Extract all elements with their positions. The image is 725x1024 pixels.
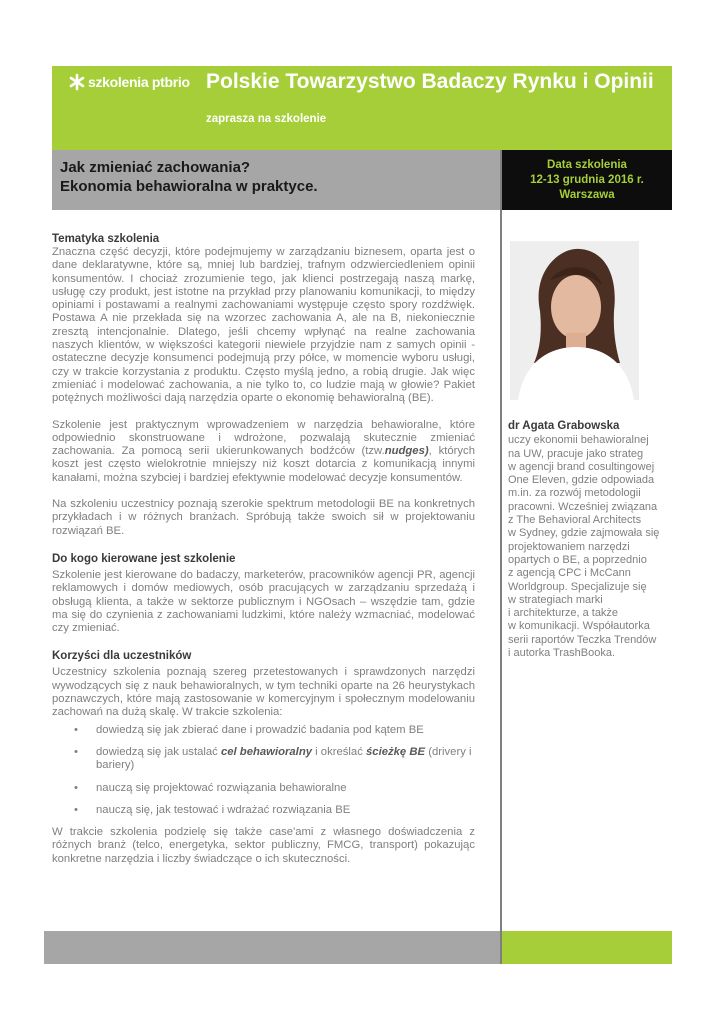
asterisk-logo-icon: [68, 73, 86, 91]
tematyka-paragraph-3: Na szkoleniu uczestnicy poznają szerokie spektrum metodologii BE na konkretnych przykładach i w różnych branżach. Spróbują także swoich sił w projektowaniu rozwiązań BE.: [52, 498, 475, 537]
footer-green-bar: [502, 931, 672, 964]
bio-line: uczy ekonomii behawioralnej: [508, 434, 649, 447]
bio-line: One Eleven, gdzie odpowiada: [508, 474, 655, 487]
trainer-bio: [508, 420, 673, 660]
bio-line: i architekturze, a także: [508, 607, 619, 620]
bio-line: m.in. za rozwój metodologii: [508, 487, 641, 500]
bio-line: serii raportów Teczka Trendów: [508, 633, 657, 646]
date-label: Data szkolenia: [547, 159, 627, 171]
bio-line: na UW, pracuje jako strateg: [508, 447, 644, 460]
date-box: [502, 150, 672, 210]
list-item: • dowiedzą się jak zbierać dane i prowadzić badania pod kątem BE: [74, 723, 424, 736]
kierowane-paragraph: Szkolenie jest kierowane do badaczy, marketerów, pracowników agencji PR, agencji reklamowych i domów mediowych, osób pracujących w zarządzaniu sprzedażą i obsługą klienta, a także w sektorze publicznym i NGOsach – wszędzie tam, gdzie ma się do czynienia z zachowaniami ludzkimi, które należy wzmacniać, modelować czy zmieniać.: [52, 568, 475, 635]
nudges-term: nudges): [384, 445, 429, 458]
footer-grey-bar: [44, 931, 500, 964]
bullet-icon: •: [74, 803, 78, 816]
bio-line: z The Behavioral Architects: [508, 514, 642, 527]
main-content: [52, 232, 475, 866]
list-item: • nauczą się projektować rozwiązania behawioralne: [74, 781, 347, 794]
date-value: 12-13 grudnia 2016 r.: [530, 174, 644, 186]
bio-line: z agencją CPC i McCann: [508, 567, 631, 580]
tematyka-paragraph-2: Szkolenie jest praktycznym wprowadzeniem w narzędzia behawioralne, które odpowiednio skonstruowane i wdrożone, pozwalają skutecznie zmieniać zachowania. Za pomocą serii ukierunkowanych bodźców (tzw.nudges), których koszt jest często wielokrotnie mniejszy niż koszt dotarcia z komunikacją innymi kanałami, można szybciej i bardziej efektywnie modelować decyzje konsumentów.: [52, 418, 475, 484]
section-heading-kierowane: Do kogo kierowane jest szkolenie: [52, 552, 236, 565]
course-title-line1: Jak zmieniać zachowania?: [60, 159, 251, 176]
benefits-list: [52, 724, 475, 817]
korzysci-paragraph-2: W trakcie szkolenia podzielę się także case'ami z własnego doświadczenia z różnych branż (telco, energetyka, sektor publiczny, FMCG, transport) pokazując konkretne narzędzia i liczby świadczące o ich skuteczności.: [52, 826, 475, 865]
course-title-line2: Ekonomia behawioralna w praktyce.: [60, 178, 318, 195]
bio-line: w strategiach marki: [508, 593, 603, 606]
invitation-subtitle: zaprasza na szkolenie: [206, 113, 327, 125]
section-heading-korzysci: Korzyści dla uczestników: [52, 650, 192, 663]
tematyka-paragraph-1: Znaczna część decyzji, które podejmujemy w zarządzaniu biznesem, oparta jest o dane deklaratywne, które są, mniej lub bardziej, trafnym odzwierciedleniem opinii konsumentów. I chociaż zrozumienie tego, jak klienci postrzegają naszą markę, usługę czy produkt, jest istotne na przykład przy planowaniu komunikacji, to między opiniami i postawami a realnymi zachowaniami występuje często spory rozdźwięk. Postawa A nie przekłada się na wzorzec zachowania A, ale na B, niekoniecznie zresztą intencjonalnie. Dlatego, jeśli chcemy wpłynąć na realne zachowania naszych klientów, w większości kategorii niewiele przyjdzie nam z samych opinii - ostateczne decyzje konsumenci podejmują przy półce, w momencie wyboru usługi, czy w trakcie korzystania z produktu. Często myślą jedno, a robią drugie. Jak więc zmieniać i modelować zachowania, a nie tylko to, co ludzie mają w głowie? Pakiet potężnych możliwości dają narzędzia oparte o ekonomię behawioralną (BE).: [52, 246, 475, 405]
logo-text: szkolenia ptbrio: [88, 74, 190, 90]
bullet-icon: •: [74, 781, 78, 794]
bio-line: projektowaniem narzędzi: [508, 540, 630, 553]
bullet-icon: •: [74, 723, 78, 736]
date-city: Warszawa: [559, 189, 615, 201]
bio-line: opartych o BE, a poprzednio: [508, 553, 647, 566]
list-item: • dowiedzą się jak ustalać cel behawioralny i określać ścieżkę BE (drivery i bariery): [74, 745, 472, 772]
bio-line: w agencji brand cosultingowej: [508, 460, 655, 473]
bio-line: pracowni. Wcześniej związana: [508, 500, 658, 513]
list-item: • nauczą się, jak testować i wdrażać rozwiązania BE: [74, 803, 351, 816]
bio-line: i autorka TrashBooka.: [508, 647, 616, 660]
bio-line: Worldgroup. Specjalizuje się: [508, 580, 647, 593]
column-divider: [500, 150, 502, 964]
section-heading-tematyka: Tematyka szkolenia: [52, 233, 160, 245]
header-banner: [52, 66, 672, 150]
korzysci-paragraph-1: Uczestnicy szkolenia poznają szereg przetestowanych i sprawdzonych narzędzi wywodzących się z nauk behawioralnych, w tym techniki oparte na 26 heurystykach poznawczych, które mają zastosowanie w komercyjnym i społecznym modelowaniu zachowań na dużą skalę. W trakcie szkolenia:: [52, 666, 475, 719]
bullet-icon: •: [74, 745, 78, 758]
trainer-name: dr Agata Grabowska: [508, 420, 620, 432]
trainer-photo: [510, 241, 639, 400]
organization-title: Polskie Towarzystwo Badaczy Rynku i Opinii: [206, 70, 654, 93]
logo: [68, 73, 190, 91]
course-title-box: [52, 150, 500, 210]
bio-line: w Sydney, gdzie zajmowała się: [508, 527, 660, 540]
bio-line: w komunikacji. Współautorka: [508, 620, 650, 633]
